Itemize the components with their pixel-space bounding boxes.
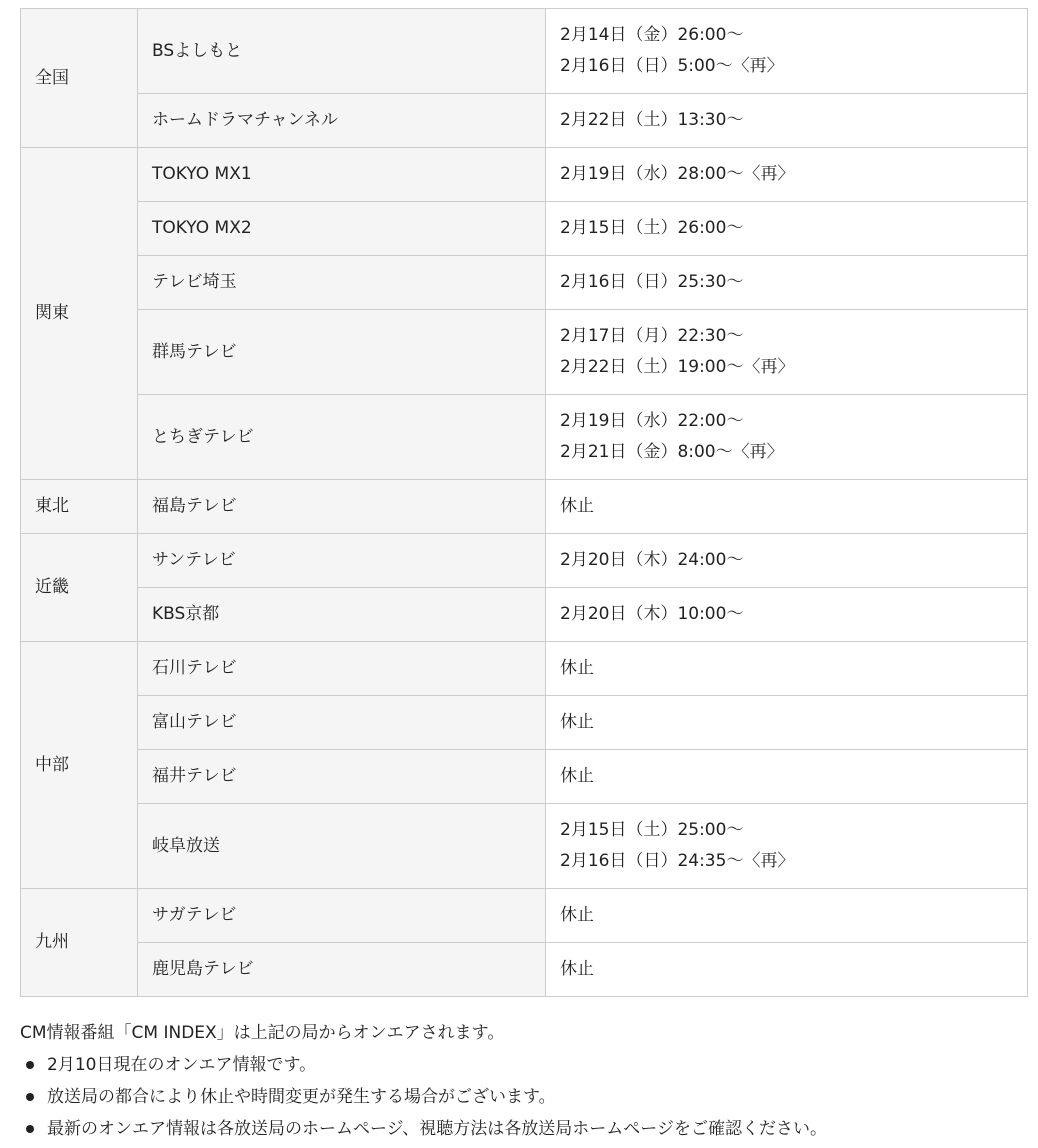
- airtime-text: 休止: [560, 658, 594, 678]
- note-text: 2月10日現在のオンエア情報です。: [47, 1055, 317, 1075]
- airtime-cell: [546, 94, 1028, 148]
- airtime-text: 2月22日（土）19:00〜〈再〉: [560, 357, 795, 377]
- table-row: [21, 9, 1028, 94]
- station-cell: 福井テレビ: [138, 750, 546, 804]
- airtime-cell: [546, 804, 1028, 889]
- table-row: [21, 94, 1028, 148]
- table-row: [21, 642, 1028, 696]
- region-cell: 関東: [21, 148, 138, 480]
- station-cell: サガテレビ: [138, 889, 546, 943]
- station-cell: とちぎテレビ: [138, 395, 546, 480]
- broadcast-schedule-table: [20, 8, 1028, 997]
- notes-intro: CM情報番組「CM INDEX」は上記の局からオンエアされます。: [20, 1023, 505, 1043]
- airtime-text: 2月20日（木）10:00〜: [560, 604, 744, 624]
- airtime-text: 2月14日（金）26:00〜: [560, 25, 744, 45]
- station-cell: KBS京都: [138, 588, 546, 642]
- airtime-text: 2月15日（土）26:00〜: [560, 218, 744, 238]
- airtime-text: 休止: [560, 496, 594, 516]
- airtime-text: 2月21日（金）8:00〜〈再〉: [560, 442, 784, 462]
- bullet-icon: [26, 1061, 34, 1069]
- region-cell: 東北: [21, 480, 138, 534]
- station-cell: TOKYO MX2: [138, 202, 546, 256]
- airtime-cell: [546, 256, 1028, 310]
- region-cell: 中部: [21, 642, 138, 889]
- airtime-cell: [546, 588, 1028, 642]
- airtime-cell: [546, 202, 1028, 256]
- airtime-cell: [546, 750, 1028, 804]
- station-cell: 鹿児島テレビ: [138, 943, 546, 997]
- station-cell: 富山テレビ: [138, 696, 546, 750]
- airtime-text: 休止: [560, 712, 594, 732]
- table-row: [21, 395, 1028, 480]
- airtime-cell: [546, 148, 1028, 202]
- station-cell: サンテレビ: [138, 534, 546, 588]
- table-row: [21, 750, 1028, 804]
- station-cell: BSよしもと: [138, 9, 546, 94]
- station-cell: 群馬テレビ: [138, 310, 546, 395]
- airtime-text: 休止: [560, 766, 594, 786]
- airtime-cell: [546, 889, 1028, 943]
- bullet-icon: [26, 1093, 34, 1101]
- airtime-text: 2月19日（水）28:00〜〈再〉: [560, 164, 795, 184]
- airtime-cell: [546, 310, 1028, 395]
- list-item: [20, 1113, 1027, 1145]
- airtime-cell: [546, 480, 1028, 534]
- station-cell: 福島テレビ: [138, 480, 546, 534]
- notes-section: [20, 1017, 1027, 1145]
- station-cell: ホームドラマチャンネル: [138, 94, 546, 148]
- table-row: [21, 480, 1028, 534]
- table-row: [21, 148, 1028, 202]
- list-item: [20, 1081, 1027, 1113]
- notes-list: [20, 1049, 1027, 1145]
- station-cell: 石川テレビ: [138, 642, 546, 696]
- airtime-text: 2月16日（日）25:30〜: [560, 272, 744, 292]
- airtime-cell: [546, 696, 1028, 750]
- airtime-cell: [546, 395, 1028, 480]
- table-row: [21, 202, 1028, 256]
- airtime-cell: [546, 943, 1028, 997]
- schedule-body: [21, 9, 1028, 997]
- bullet-icon: [26, 1125, 34, 1133]
- airtime-text: 2月16日（日）24:35〜〈再〉: [560, 851, 795, 871]
- station-cell: 岐阜放送: [138, 804, 546, 889]
- region-cell: 近畿: [21, 534, 138, 642]
- station-cell: TOKYO MX1: [138, 148, 546, 202]
- airtime-cell: [546, 642, 1028, 696]
- table-row: [21, 588, 1028, 642]
- table-row: [21, 804, 1028, 889]
- list-item: [20, 1049, 1027, 1081]
- note-text: 最新のオンエア情報は各放送局のホームページ、視聴方法は各放送局ホームページをご確認ください。: [47, 1119, 827, 1139]
- airtime-cell: [546, 9, 1028, 94]
- note-text: 放送局の都合により休止や時間変更が発生する場合がございます。: [47, 1087, 556, 1107]
- region-cell: 全国: [21, 9, 138, 148]
- airtime-text: 2月15日（土）25:00〜: [560, 820, 744, 840]
- airtime-text: 2月22日（土）13:30〜: [560, 110, 744, 130]
- airtime-cell: [546, 534, 1028, 588]
- table-row: [21, 696, 1028, 750]
- table-row: [21, 256, 1028, 310]
- region-cell: 九州: [21, 889, 138, 997]
- table-row: [21, 889, 1028, 943]
- airtime-text: 休止: [560, 959, 594, 979]
- airtime-text: 2月17日（月）22:30〜: [560, 326, 744, 346]
- airtime-text: 休止: [560, 905, 594, 925]
- station-cell: テレビ埼玉: [138, 256, 546, 310]
- table-row: [21, 943, 1028, 997]
- airtime-text: 2月19日（水）22:00〜: [560, 411, 744, 431]
- airtime-text: 2月20日（木）24:00〜: [560, 550, 744, 570]
- table-row: [21, 310, 1028, 395]
- airtime-text: 2月16日（日）5:00〜〈再〉: [560, 56, 784, 76]
- table-row: [21, 534, 1028, 588]
